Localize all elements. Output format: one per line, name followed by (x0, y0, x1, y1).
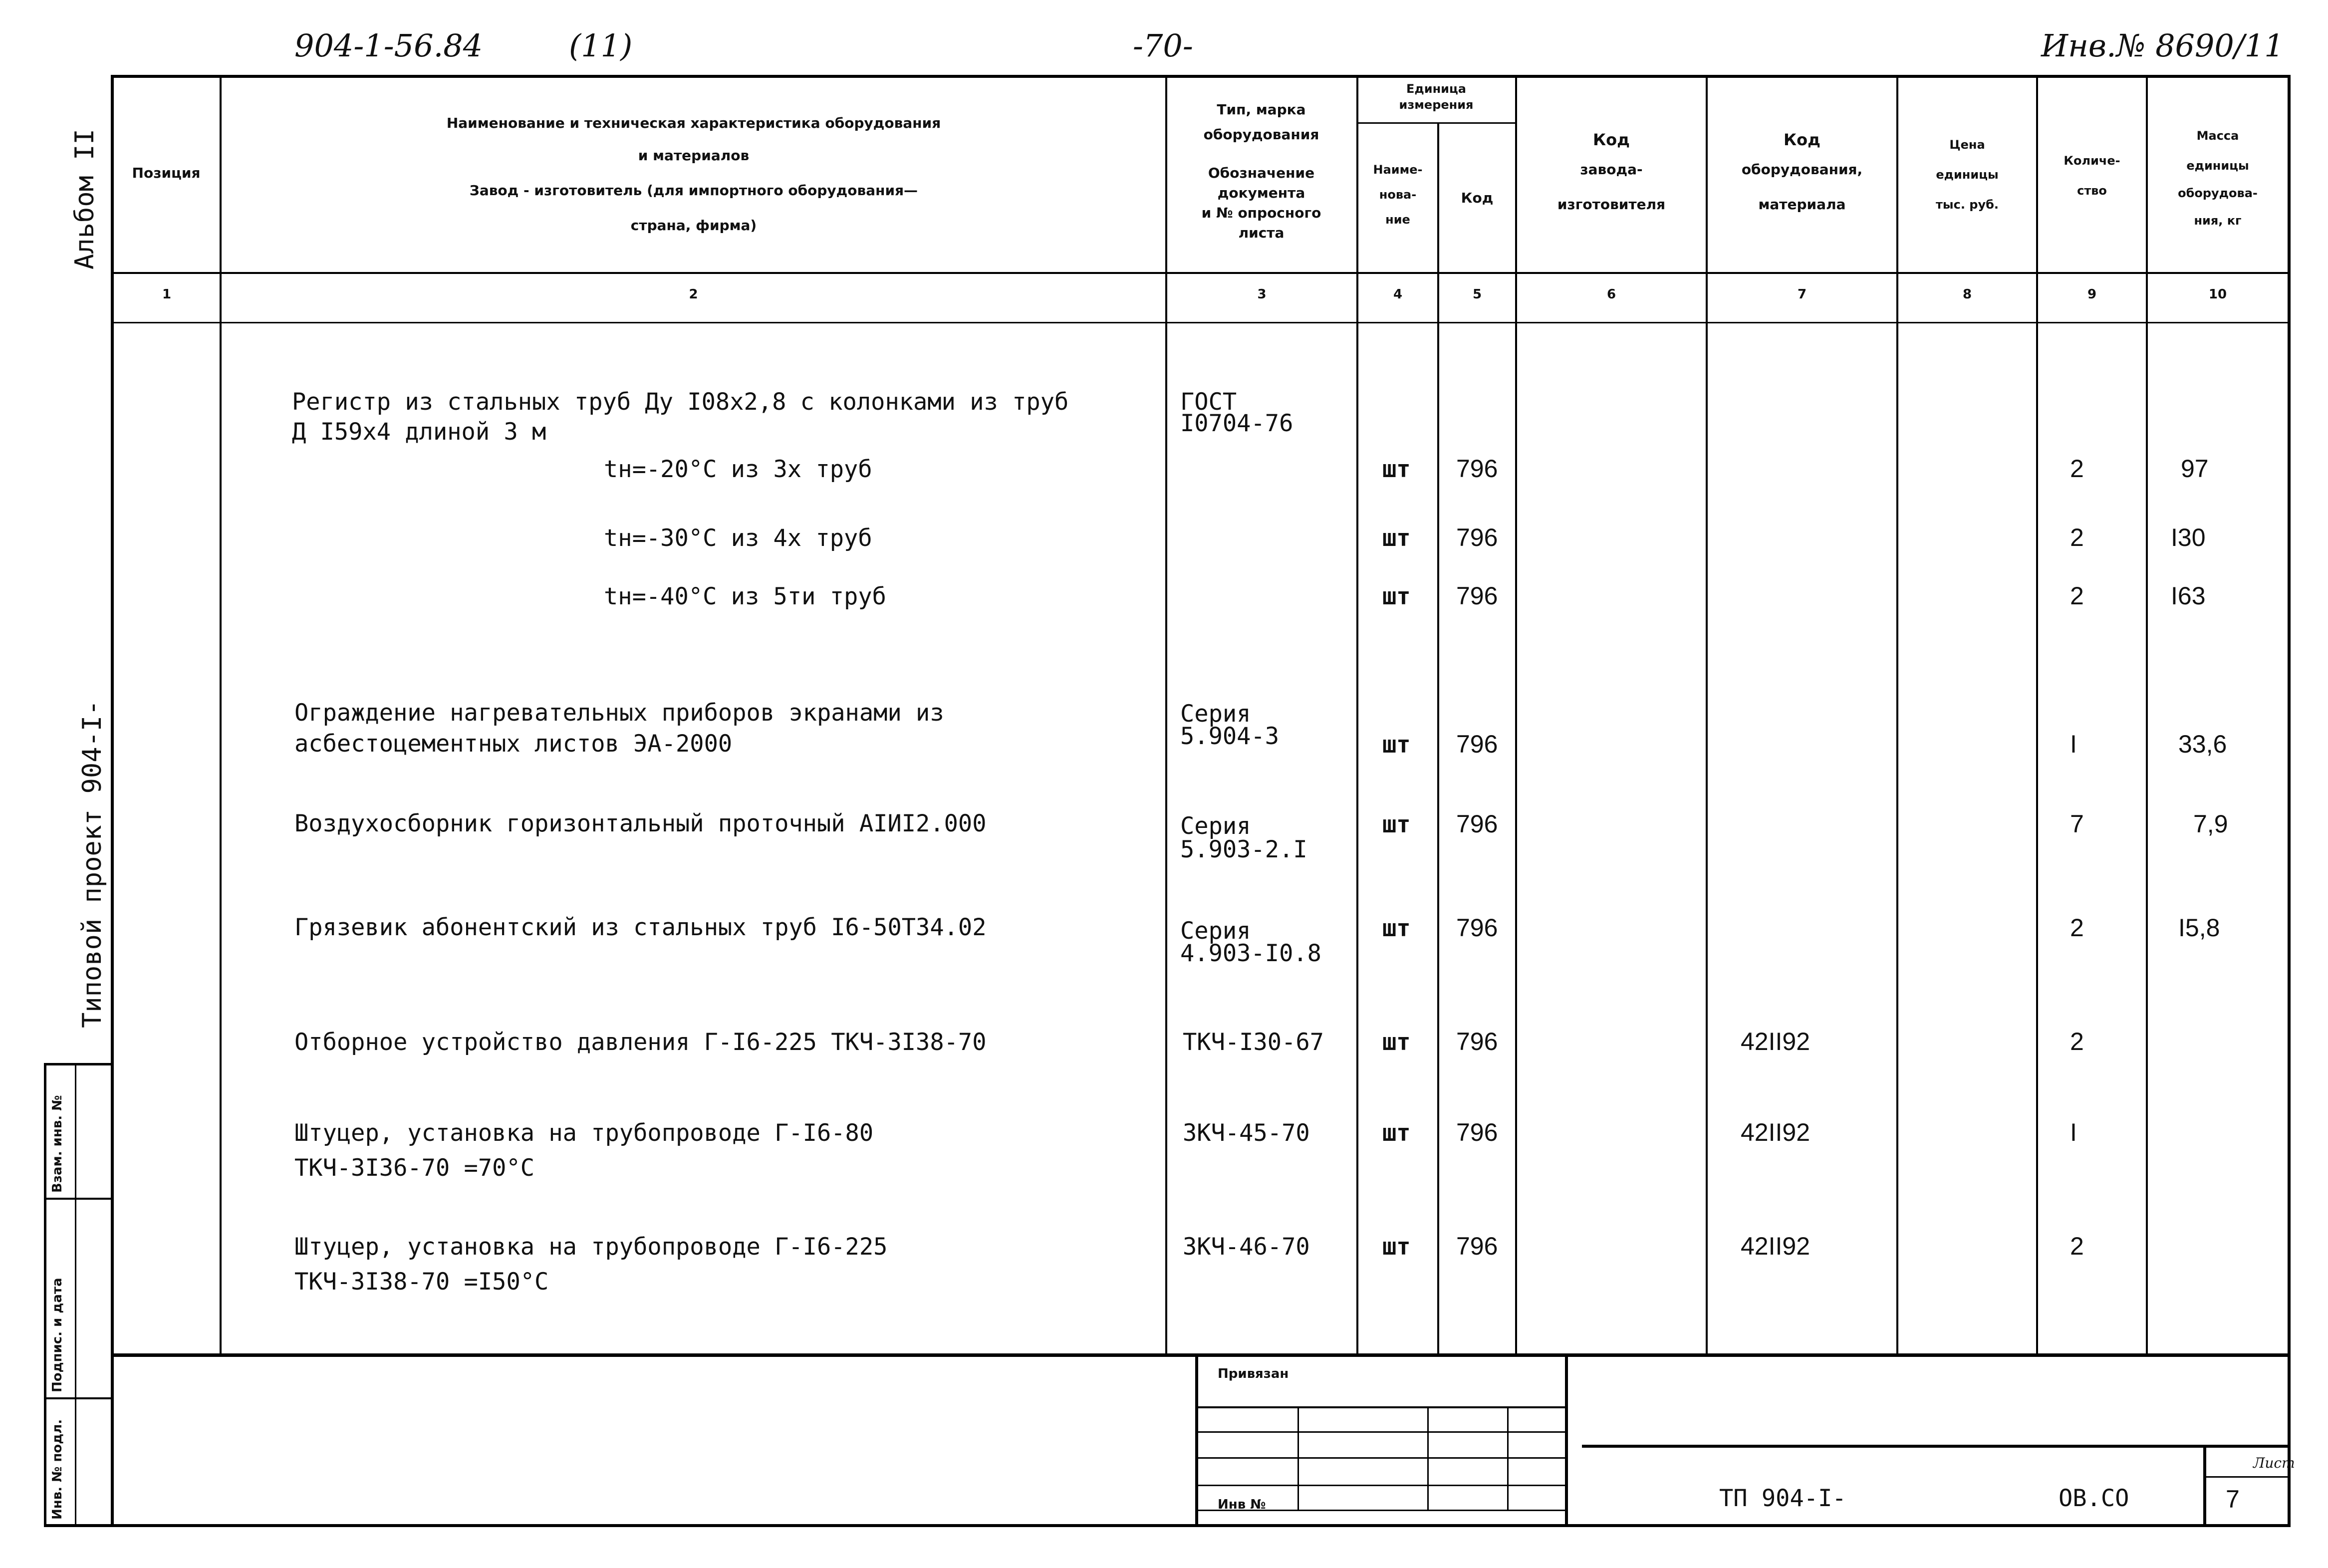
item-name: ТКЧ-3I36-70 =70°C (294, 1154, 535, 1182)
stamp-row-1 (1195, 1406, 1567, 1408)
item-name: Регистр из стальных труб Ду I08x2,8 с колонками из труб (292, 388, 1069, 416)
title-block-top (1582, 1445, 2291, 1448)
item-qty: 2 (2070, 1028, 2084, 1055)
project-label: Типовой проект 904-I- (77, 700, 107, 1028)
item-doc: ГОСТ (1180, 388, 1237, 416)
podpis-label: Подпис. и дата (50, 1278, 65, 1392)
header-unit-1: Единица (1406, 82, 1466, 96)
item-doc: ЗКЧ-45-70 (1183, 1119, 1310, 1147)
column-number: 3 (1257, 287, 1267, 302)
item-unit: шт (1382, 1119, 1411, 1147)
item-doc: Серия (1180, 700, 1251, 728)
item-unit-code: 796 (1456, 455, 1498, 483)
item-name: Ограждение нагревательных приборов экранами из (294, 699, 944, 727)
col-line-2 (1165, 75, 1167, 1355)
item-unit: шт (1382, 1029, 1411, 1056)
item-qty: 2 (2070, 1232, 2084, 1260)
vzam-label: Взам. инв. № (50, 1095, 65, 1193)
header-unit-code: Код (1461, 190, 1494, 206)
column-number: 1 (162, 287, 172, 302)
item-unit-code: 796 (1456, 914, 1498, 942)
item-name: асбестоцементных листов ЭА-2000 (294, 730, 733, 758)
inv-no-label: Инв № (1218, 1497, 1266, 1512)
col-line-9 (2146, 75, 2148, 1355)
item-name: Грязевик абонентский из стальных труб I6-50Т34.02 (294, 914, 987, 941)
header-type-3: Обозначение (1208, 165, 1315, 181)
column-number: 8 (1962, 287, 1972, 302)
item-qty: I (2070, 730, 2077, 758)
column-number-divider (111, 322, 2291, 323)
margin-left (44, 1063, 46, 1527)
header-type-6: листа (1238, 225, 1285, 241)
header-mass-3: оборудова- (2178, 186, 2258, 200)
item-doc: 4.903-I0.8 (1180, 940, 1321, 967)
item-name: ТКЧ-3I38-70 =I50°C (294, 1268, 549, 1296)
column-number: 5 (1472, 287, 1482, 302)
stamp-row-3 (1195, 1457, 1567, 1459)
inventory-stamp: Инв.№ 8690/11 (2041, 27, 2284, 64)
margin-bottom (44, 1524, 114, 1527)
header-mass-2: единицы (2186, 159, 2249, 173)
header-divider (111, 272, 2291, 274)
margin-divider-1 (44, 1198, 114, 1200)
header-qty-1: Количе- (2064, 154, 2120, 168)
item-qty: 2 (2070, 582, 2084, 610)
header-type-1: Тип, марка (1217, 101, 1306, 118)
column-number: 6 (1606, 287, 1616, 302)
item-qty: 7 (2070, 810, 2084, 838)
col-line-8 (2036, 75, 2038, 1355)
col-line-1 (220, 75, 222, 1355)
col-line-7 (1896, 75, 1898, 1355)
frame-bottom (111, 1524, 2291, 1527)
stamp-row-2 (1195, 1431, 1567, 1433)
item-material-code: 42II92 (1741, 1232, 1811, 1260)
margin-inner (75, 1063, 76, 1527)
item-mass: 33,6 (2178, 730, 2227, 758)
item-doc: ЗКЧ-46-70 (1183, 1233, 1310, 1261)
sheet-label: Лист (2253, 1455, 2295, 1471)
sheet-mark: (11) (569, 27, 633, 64)
item-name: tн=-40°C из 5ти труб (604, 583, 886, 610)
designation: ТП 904-I- (1719, 1485, 1846, 1512)
item-unit: шт (1382, 456, 1411, 483)
item-name: tн=-20°C из 3х труб (604, 456, 872, 483)
inv-podl-label: Инв. № подл. (50, 1419, 65, 1520)
privyazan-label: Привязан (1218, 1366, 1289, 1381)
item-name: tн=-30°C из 4х труб (604, 524, 872, 552)
header-unit-2: измерения (1399, 98, 1474, 112)
item-doc: 5.904-3 (1180, 723, 1280, 750)
sheet-box-left (2203, 1445, 2206, 1527)
item-mass: I5,8 (2178, 914, 2220, 942)
header-name-3: Завод - изготовитель (для импортного оборудования— (469, 182, 918, 199)
item-unit-code: 796 (1456, 1028, 1498, 1055)
item-qty: I (2070, 1118, 2077, 1146)
header-mass-4: ния, кг (2194, 214, 2242, 228)
header-type-4: документа (1217, 185, 1305, 201)
stamp-row-4 (1195, 1485, 1567, 1486)
item-name: Штуцер, установка на трубопроводе Г-I6-225 (294, 1233, 888, 1261)
item-unit-code: 796 (1456, 1118, 1498, 1146)
column-number: 2 (689, 287, 698, 302)
item-unit-code: 796 (1456, 582, 1498, 610)
stamp-col-3 (1507, 1406, 1509, 1511)
item-doc: I0704-76 (1180, 410, 1293, 437)
header-material-2: оборудования, (1741, 161, 1863, 178)
col-line-4 (1437, 122, 1439, 1355)
col-line-6 (1706, 75, 1708, 1355)
item-name: Отборное устройство давления Г-I6-225 ТКЧ-3I38-70 (294, 1029, 987, 1056)
stamp-divider (111, 1353, 2291, 1357)
item-mass: I30 (2171, 523, 2206, 551)
col-line-3 (1356, 75, 1358, 1355)
item-unit-code: 796 (1456, 810, 1498, 838)
item-unit: шт (1382, 524, 1411, 552)
document-mark: ОВ.СО (2059, 1485, 2129, 1512)
stamp-left (1195, 1353, 1198, 1527)
item-mass: 97 (2181, 455, 2209, 483)
header-price-3: тыс. руб. (1935, 198, 1999, 212)
header-position: Позиция (132, 165, 201, 181)
item-material-code: 42II92 (1741, 1118, 1811, 1146)
document-code: 904-1-56.84 (294, 27, 483, 64)
item-mass: I63 (2171, 582, 2206, 610)
item-qty: 2 (2070, 523, 2084, 551)
header-name-2: и материалов (638, 147, 750, 164)
column-number: 4 (1393, 287, 1403, 302)
header-material-3: материала (1758, 196, 1846, 213)
header-qty-2: ство (2077, 184, 2107, 198)
header-unitname-3: ние (1385, 213, 1410, 227)
header-unitname-1: Наиме- (1373, 163, 1423, 177)
frame-top (111, 75, 2291, 78)
margin-top (44, 1063, 114, 1065)
header-name-4: страна, фирма) (630, 217, 757, 234)
item-mass: 7,9 (2193, 810, 2228, 838)
header-factory-3: изготовителя (1557, 196, 1666, 213)
unit-group-divider (1356, 122, 1516, 124)
header-unitname-2: нова- (1379, 188, 1417, 202)
column-number: 7 (1797, 287, 1807, 302)
item-doc: Серия (1180, 917, 1251, 945)
item-unit: шт (1382, 583, 1411, 610)
stamp-col-1 (1297, 1406, 1299, 1511)
item-unit: шт (1382, 1233, 1411, 1261)
header-type-2: оборудования (1203, 126, 1319, 143)
item-doc: ТКЧ-I30-67 (1183, 1029, 1324, 1056)
item-unit: шт (1382, 731, 1411, 759)
margin-divider-2 (44, 1397, 114, 1399)
stamp-col-2 (1427, 1406, 1429, 1511)
stamp-right-of-box (1565, 1353, 1568, 1527)
item-unit-code: 796 (1456, 523, 1498, 551)
item-name: Штуцер, установка на трубопроводе Г-I6-80 (294, 1119, 874, 1147)
header-name-1: Наименование и техническая характеристика оборудования (446, 115, 941, 131)
header-mass-1: Масса (2196, 129, 2239, 143)
item-name: Д I59x4 длиной 3 м (292, 418, 546, 446)
item-name: Воздухосборник горизонтальный проточный АIИI2.000 (294, 810, 987, 837)
item-qty: 2 (2070, 914, 2084, 942)
item-unit: шт (1382, 915, 1411, 942)
header-factory-2: завода- (1580, 161, 1643, 178)
col-line-5 (1515, 75, 1517, 1355)
item-unit: шт (1382, 811, 1411, 838)
sheet-number: 7 (2226, 1485, 2240, 1513)
item-material-code: 42II92 (1741, 1028, 1811, 1055)
frame-right (2288, 75, 2291, 1527)
column-number: 9 (2087, 287, 2097, 302)
header-material-1: Код (1784, 130, 1820, 149)
item-qty: 2 (2070, 455, 2084, 483)
header-type-5: и № опросного (1201, 205, 1321, 221)
item-doc: Серия (1180, 812, 1251, 840)
header-factory-1: Код (1593, 130, 1630, 149)
item-unit-code: 796 (1456, 730, 1498, 758)
column-number: 10 (2208, 287, 2227, 302)
item-doc: 5.903-2.I (1180, 836, 1307, 863)
album-label: Альбом II (70, 129, 100, 269)
header-price-1: Цена (1949, 138, 1985, 152)
header-price-2: единицы (1936, 168, 1999, 182)
page-number: -70- (1133, 27, 1193, 64)
item-unit-code: 796 (1456, 1232, 1498, 1260)
sheet-box-divider (2203, 1476, 2291, 1478)
